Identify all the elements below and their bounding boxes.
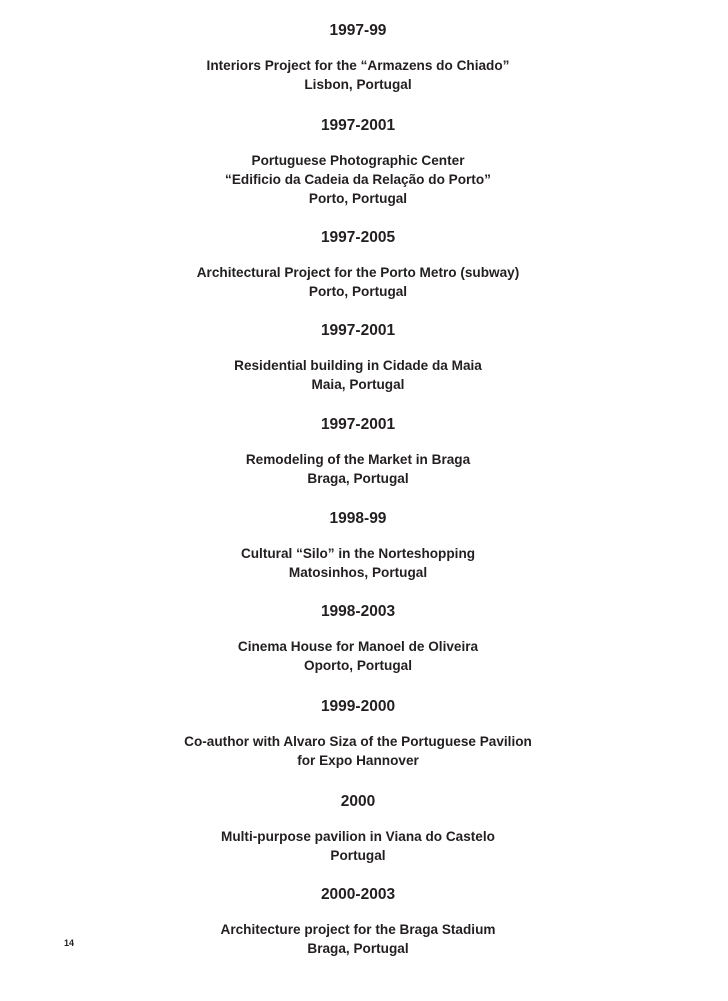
project-year: 1997-2001 bbox=[320, 322, 396, 339]
project-location: Portugal bbox=[330, 848, 386, 863]
project-location: Lisbon, Portugal bbox=[304, 77, 412, 92]
project-title-line: Cultural “Silo” in the Norteshopping bbox=[240, 546, 476, 561]
page-number: 14 bbox=[64, 938, 75, 948]
project-entry bbox=[150, 229, 566, 301]
project-entry bbox=[150, 603, 566, 675]
project-description bbox=[150, 56, 566, 94]
project-title-line: Architecture project for the Braga Stadium bbox=[220, 922, 496, 937]
project-location: Oporto, Portugal bbox=[304, 658, 412, 673]
project-entry bbox=[150, 698, 566, 770]
project-entry bbox=[150, 886, 566, 958]
project-description bbox=[150, 732, 566, 770]
project-description bbox=[150, 450, 566, 488]
project-year: 2000 bbox=[340, 793, 376, 810]
project-title-line: Architectural Project for the Porto Metro (subway) bbox=[196, 265, 520, 280]
project-title-line: Portuguese Photographic Center bbox=[251, 153, 465, 168]
project-entry bbox=[150, 793, 566, 865]
project-year: 1997-2005 bbox=[320, 229, 396, 246]
project-entry bbox=[150, 416, 566, 488]
project-entry bbox=[150, 117, 566, 208]
project-year: 1999-2000 bbox=[320, 698, 396, 715]
project-entry bbox=[150, 322, 566, 394]
project-description bbox=[150, 151, 566, 208]
project-title-line: “Edificio da Cadeia da Relação do Porto” bbox=[225, 172, 491, 187]
project-location: Maia, Portugal bbox=[311, 377, 405, 392]
project-year: 1997-99 bbox=[329, 22, 387, 39]
project-description bbox=[150, 920, 566, 958]
project-location: Porto, Portugal bbox=[308, 191, 408, 206]
project-year: 1997-2001 bbox=[320, 416, 396, 433]
project-location: Braga, Portugal bbox=[307, 471, 409, 486]
project-title-line: Multi-purpose pavilion in Viana do Castelo bbox=[221, 829, 495, 844]
project-description bbox=[150, 356, 566, 394]
project-location: Porto, Portugal bbox=[308, 284, 408, 299]
project-description bbox=[150, 544, 566, 582]
project-description bbox=[150, 827, 566, 865]
project-title-line: Cinema House for Manoel de Oliveira bbox=[237, 639, 479, 654]
project-location: Matosinhos, Portugal bbox=[288, 565, 428, 580]
project-entry bbox=[150, 22, 566, 94]
project-title-line: Residential building in Cidade da Maia bbox=[234, 358, 482, 373]
project-year: 1998-2003 bbox=[320, 603, 396, 620]
project-title-line: for Expo Hannover bbox=[297, 753, 419, 768]
project-year: 1997-2001 bbox=[320, 117, 396, 134]
project-year: 1998-99 bbox=[329, 510, 387, 527]
project-year: 2000-2003 bbox=[320, 886, 396, 903]
project-title-line: Co-author with Alvaro Siza of the Portuguese Pavilion bbox=[184, 734, 532, 749]
project-description bbox=[150, 637, 566, 675]
project-title-line: Interiors Project for the “Armazens do Chiado” bbox=[206, 58, 510, 73]
project-entry bbox=[150, 510, 566, 582]
project-location: Braga, Portugal bbox=[307, 941, 409, 956]
project-title-line: Remodeling of the Market in Braga bbox=[245, 452, 471, 467]
project-description bbox=[150, 263, 566, 301]
